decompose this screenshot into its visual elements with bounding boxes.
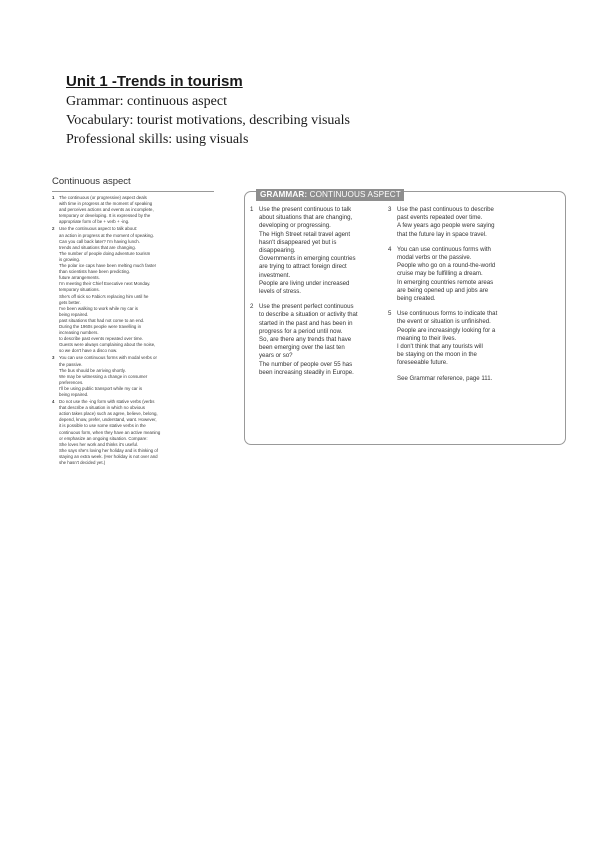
page-header bbox=[66, 72, 546, 149]
reference-item bbox=[52, 226, 214, 354]
item-line: depend, know, prefer, understand, want. However, bbox=[59, 417, 157, 423]
reference-item bbox=[52, 399, 214, 466]
point-line: investment. bbox=[259, 271, 291, 279]
professional-skills-line: Professional skills: using visuals bbox=[66, 132, 249, 147]
point-line: hasn't disappeared yet but is bbox=[259, 238, 337, 246]
point-body bbox=[259, 206, 390, 296]
point-line: Use the present continuous to talk bbox=[259, 206, 352, 213]
point-line: be staying on the moon in the bbox=[397, 351, 477, 359]
point-line: progress for a period until now. bbox=[259, 327, 343, 335]
item-line: being repaired. bbox=[59, 311, 89, 317]
item-body bbox=[59, 355, 214, 398]
point-number: 4 bbox=[388, 245, 392, 253]
item-line: so we don't have a disco now. bbox=[59, 348, 118, 354]
point-line: I don't think that any tourists will bbox=[397, 343, 483, 351]
point-line: modal verbs or the passive. bbox=[397, 254, 472, 262]
point-line: started in the past and has been in bbox=[259, 319, 353, 327]
item-line: than scientists have been predicting. bbox=[59, 269, 131, 275]
point-body bbox=[397, 246, 560, 303]
grammar-column-2 bbox=[388, 206, 560, 383]
point-line: being created. bbox=[397, 295, 436, 303]
item-line: temporary or developing. It is expressed by the bbox=[59, 213, 151, 219]
point-line: are being opened up and jobs are bbox=[397, 286, 489, 294]
point-line: The number of people over 55 has bbox=[259, 360, 353, 368]
item-line: staying an extra week. (Her holiday is not over and bbox=[59, 453, 158, 459]
point-line: levels of stress. bbox=[259, 288, 301, 296]
item-number: 4 bbox=[52, 399, 55, 405]
point-line: People are living under increased bbox=[259, 279, 350, 287]
point-line: In emerging countries remote areas bbox=[397, 278, 494, 286]
item-line: increasing numbers. bbox=[59, 330, 99, 336]
reference-item bbox=[52, 195, 214, 225]
continuous-aspect-reference bbox=[52, 176, 214, 467]
item-line: continuous form, when they have an active meaning bbox=[59, 429, 161, 435]
unit-title: Unit 1 -Trends in tourism bbox=[66, 73, 243, 90]
point-line: Use continuous forms to indicate that bbox=[397, 310, 498, 318]
reference-items bbox=[52, 195, 214, 466]
item-line: During the 1960s people were travelling in bbox=[59, 323, 142, 329]
item-line: We may be witnessing a change in consumer bbox=[59, 373, 148, 379]
point-line: been emerging over the last ten bbox=[259, 344, 345, 352]
point-line: You can use continuous forms with bbox=[397, 245, 491, 253]
grammar-point bbox=[250, 206, 390, 296]
item-line: she hasn't decided yet.) bbox=[59, 460, 106, 466]
item-line: She loves her work and thinks it's useful. bbox=[59, 441, 139, 447]
item-line: gets better. bbox=[59, 299, 81, 305]
point-line: Governments in emerging countries bbox=[259, 255, 356, 263]
point-line: So, are there any trends that have bbox=[259, 336, 352, 344]
item-body bbox=[59, 195, 214, 225]
item-line: future arrangements. bbox=[59, 275, 100, 281]
point-number: 5 bbox=[388, 310, 392, 318]
item-line: action takes place) such as agree, believe, belong, bbox=[59, 411, 158, 417]
item-line: temporary situations. bbox=[59, 287, 100, 293]
grammar-point bbox=[250, 303, 390, 377]
item-line: Use the continuous aspect to talk about: bbox=[59, 226, 138, 232]
item-line: that describe a situation in which no obvious bbox=[59, 405, 145, 411]
item-line: The polar ice caps have been melting much faster bbox=[59, 263, 157, 269]
item-line: is growing. bbox=[59, 256, 80, 262]
item-line: You can use continuous forms with modal verbs or bbox=[59, 355, 157, 361]
grammar-point bbox=[388, 310, 560, 367]
item-line: trends and situations that are changing. bbox=[59, 244, 136, 250]
reference-item bbox=[52, 355, 214, 398]
point-line: disappearing. bbox=[259, 247, 296, 255]
point-line: to describe a situation or activity that bbox=[259, 311, 358, 319]
item-line: The continuous (or progressive) aspect deals bbox=[59, 195, 147, 200]
item-line: appropriate form of be + verb + -ing. bbox=[59, 219, 130, 225]
point-line: A few years ago people were saying bbox=[397, 222, 495, 230]
item-line: Do not use the -ing form with stative verbs (verbs bbox=[59, 399, 155, 405]
item-line: to describe past events repeated over time. bbox=[59, 336, 144, 342]
grammar-line: Grammar: continuous aspect bbox=[66, 94, 227, 109]
point-line: been increasing steadily in Europe. bbox=[259, 368, 354, 376]
point-line: developing or progressing. bbox=[259, 222, 331, 230]
item-line: She's off sick so Fabio's replacing him until he bbox=[59, 293, 149, 299]
item-line: being repaired. bbox=[59, 392, 89, 397]
item-body bbox=[59, 226, 214, 354]
reference-heading: Continuous aspect bbox=[52, 176, 131, 187]
point-body bbox=[397, 206, 560, 239]
grammar-point bbox=[388, 206, 560, 239]
item-line: I've been walking to work while my car is bbox=[59, 305, 138, 311]
item-line: I'm meeting their Chief Executive next Monday. bbox=[59, 281, 151, 287]
point-line: Use the present perfect continuous bbox=[259, 303, 354, 311]
item-line: The bus should be arriving shortly. bbox=[59, 367, 126, 373]
point-line: past events repeated over time. bbox=[397, 214, 483, 222]
item-line: past situations that had not come to an end. bbox=[59, 317, 145, 323]
point-line: are trying to attract foreign direct bbox=[259, 263, 347, 271]
point-number: 2 bbox=[250, 303, 254, 311]
point-body bbox=[397, 310, 560, 367]
point-body bbox=[259, 303, 390, 377]
point-line: People who go on a round-the-world bbox=[397, 262, 496, 270]
item-line: She says she's loving her holiday and is thinking of bbox=[59, 447, 158, 453]
point-line: that the future lay in space travel. bbox=[397, 230, 487, 238]
item-line: I'll be using public transport while my car is bbox=[59, 385, 143, 391]
item-number: 2 bbox=[52, 226, 55, 232]
item-line: it is possible to use some stative verbs in the bbox=[59, 423, 146, 429]
grammar-reference-link: See Grammar reference, page 111. bbox=[397, 374, 493, 382]
grammar-column-1 bbox=[250, 206, 390, 384]
vocabulary-line: Vocabulary: tourist motivations, describing visuals bbox=[66, 113, 350, 128]
point-line: the event or situation is unfinished. bbox=[397, 318, 491, 326]
point-line: years or so? bbox=[259, 352, 293, 360]
item-line: Can you call back later? I'm having lunch. bbox=[59, 238, 140, 244]
grammar-point bbox=[388, 246, 560, 303]
point-line: about situations that are changing, bbox=[259, 214, 353, 222]
item-body bbox=[59, 399, 214, 466]
item-line: an action in progress at the moment of speaking. bbox=[59, 232, 154, 238]
item-number: 3 bbox=[52, 355, 55, 361]
grammar-badge bbox=[256, 189, 404, 201]
point-line: People are increasingly looking for a bbox=[397, 326, 496, 334]
item-line: or emphasize an ongoing situation. Compare: bbox=[59, 435, 148, 441]
item-line: with time in progress at the moment of speaking bbox=[59, 201, 153, 207]
item-line: and perceives actions and events as incomplete, bbox=[59, 207, 154, 213]
point-number: 1 bbox=[250, 206, 254, 213]
heading-divider bbox=[52, 191, 214, 192]
item-line: the passive. bbox=[59, 361, 83, 367]
badge-title: CONTINUOUS ASPECT bbox=[309, 190, 401, 199]
item-line: The number of people doing adventure tourism bbox=[59, 250, 151, 256]
item-number: 1 bbox=[52, 195, 55, 200]
point-number: 3 bbox=[388, 206, 392, 213]
point-line: meaning to their lives. bbox=[397, 334, 457, 342]
point-line: foreseeable future. bbox=[397, 359, 448, 367]
point-line: Use the past continuous to describe bbox=[397, 206, 494, 213]
item-line: preferences. bbox=[59, 379, 84, 385]
badge-prefix: GRAMMAR: bbox=[260, 190, 308, 199]
point-line: The High Street retail travel agent bbox=[259, 230, 351, 238]
item-line: Guests were always complaining about the noise, bbox=[59, 342, 156, 348]
point-line: cruise may be fulfilling a dream. bbox=[397, 270, 483, 278]
